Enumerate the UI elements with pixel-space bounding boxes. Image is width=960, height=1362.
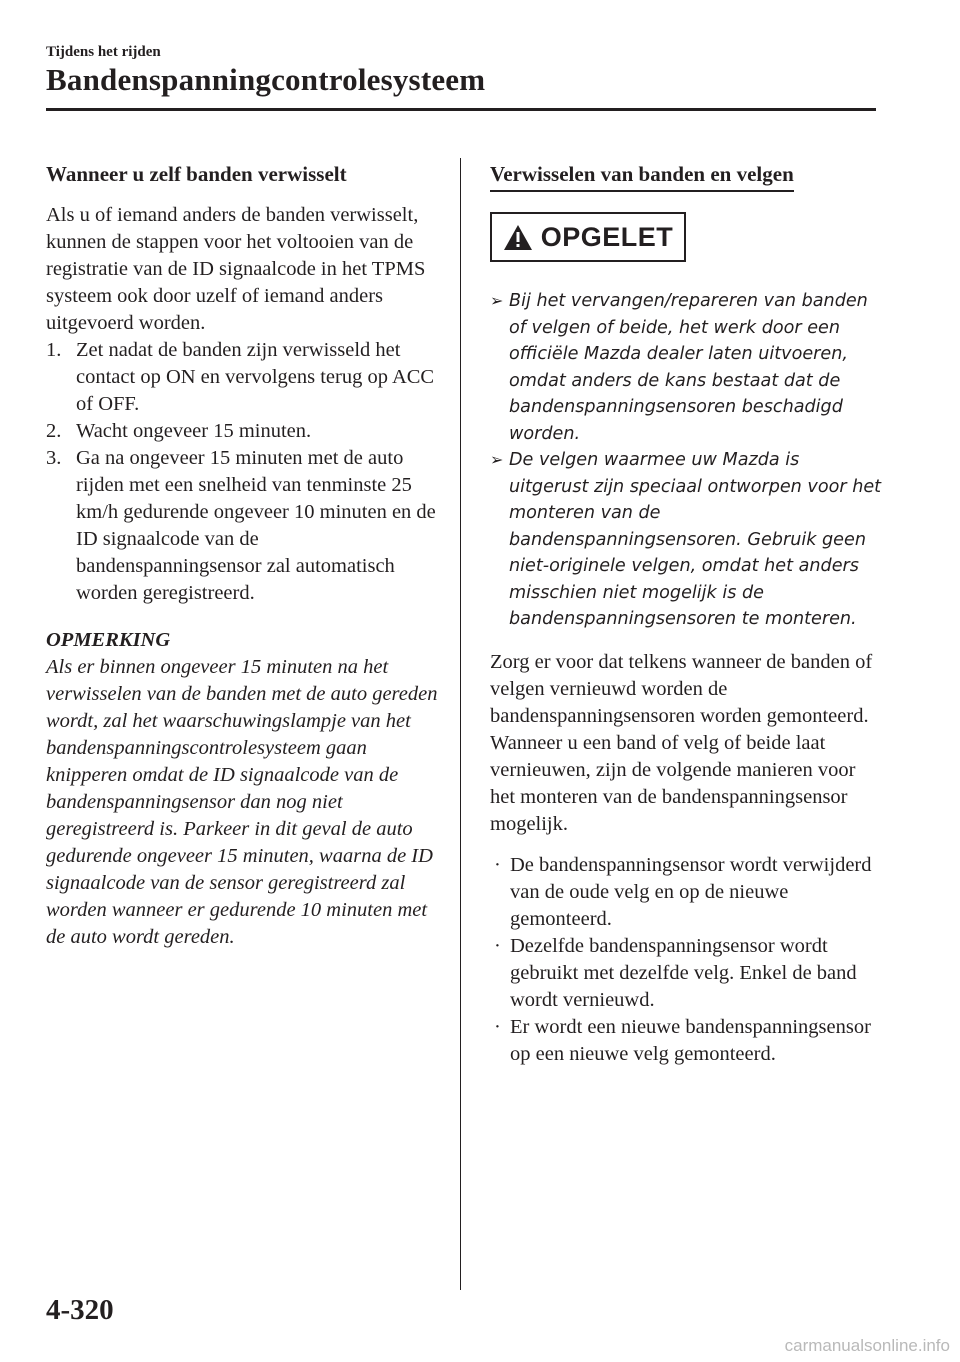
- right-column: [490, 160, 882, 1068]
- chapter-title: Bandenspanningcontrolesysteem: [46, 62, 486, 97]
- caution-item: [490, 447, 882, 633]
- step-item: [46, 337, 444, 418]
- methods-list: [490, 852, 882, 1068]
- sensor-paragraph-line-1: Zorg er voor dat telkens wanneer de banden of velgen vernieuwd worden de bandenspanningsensoren worden gemonteerd.: [490, 650, 873, 727]
- caution-item: [490, 288, 882, 447]
- method-text: Er wordt een nieuwe bandenspanningsensor op een nieuwe velg gemonteerd.: [510, 1015, 871, 1065]
- steps-list: [46, 337, 444, 607]
- step-item: [46, 445, 444, 607]
- caution-box: [490, 212, 686, 262]
- method-item: [490, 1014, 882, 1068]
- method-text: De bandenspanningsensor wordt verwijderd van de oude velg en op de nieuwe gemonteerd.: [510, 853, 872, 930]
- page-number: 4-320: [46, 1294, 114, 1326]
- method-item: [490, 852, 882, 933]
- method-item: [490, 933, 882, 1014]
- left-column: [46, 160, 444, 951]
- step-number: 3.: [46, 447, 62, 469]
- dot-bullet-icon: ·: [494, 853, 501, 876]
- arrowhead-bullet-icon: ➢: [490, 291, 504, 310]
- sensor-paragraph-line-2: Wanneer u een band of velg of beide laat vernieuwen, zijn de volgende manieren voor het monteren van de bandenspanningsensor mogelijk.: [490, 731, 856, 835]
- caution-text: De velgen waarmee uw Mazda is uitgerust zijn speciaal ontworpen voor het monteren van de bandenspanningsensoren. Gebruik geen niet-originele velgen, omdat het anders misschien niet mogelijk is de bandenspanningsensoren te monteren.: [509, 450, 882, 629]
- step-text: Wacht ongeveer 15 minuten.: [76, 420, 312, 442]
- step-number: 2.: [46, 420, 62, 442]
- caution-label: OPGELET: [540, 221, 674, 252]
- intro-paragraph: Als u of iemand anders de banden verwisselt, kunnen de stappen voor het voltooien van de registratie van de ID signaalcode in het TPMS systeem ook door uzelf of iemand anders uitgevoerd worden.: [46, 204, 426, 334]
- caution-text: Bij het vervangen/repareren van banden of velgen of beide, het werk door een officiële Mazda dealer laten uitvoeren, omdat anders de kans bestaat dat de bandenspanningsensoren beschadigd worden.: [509, 291, 868, 444]
- step-text: Ga na ongeveer 15 minuten met de auto rijden met een snelheid van tenminste 25 km/h gedurende ongeveer 10 minuten en de ID signaalcode van de bandenspanningsensor zal automatisch worden geregistreerd.: [76, 447, 436, 604]
- step-item: [46, 418, 444, 445]
- right-heading: Verwisselen van banden en velgen: [490, 160, 794, 192]
- left-heading: Wanneer u zelf banden verwisselt: [46, 162, 347, 186]
- note-title: OPMERKING: [46, 629, 171, 651]
- dot-bullet-icon: ·: [494, 1015, 501, 1038]
- note-text: Als er binnen ongeveer 15 minuten na het verwisselen van de banden met de auto gereden wordt, zal het waarschuwingslampje van het bandenspanningscontrolesysteem gaan knipperen omdat de ID signaalcode van de bandenspanningsensor dan nog niet geregistreerd is. Parkeer in dit geval de auto gedurende ongeveer 15 minuten, waarna de ID signaalcode van de sensor geregistreerd zal worden wanneer er gedurende 10 minuten met de auto wordt gereden.: [46, 656, 438, 948]
- section-label: Tijdens het rijden: [46, 44, 161, 60]
- warning-triangle-icon: [503, 224, 533, 251]
- sensor-paragraph: [490, 649, 882, 838]
- caution-list: [490, 288, 882, 633]
- step-number: 1.: [46, 339, 62, 361]
- arrowhead-bullet-icon: ➢: [490, 450, 504, 469]
- step-text: Zet nadat de banden zijn verwisseld het contact op ON en vervolgens terug op ACC of OFF.: [76, 339, 435, 415]
- method-text: Dezelfde bandenspanningsensor wordt gebruikt met dezelfde velg. Enkel de band wordt vernieuwd.: [510, 934, 857, 1011]
- watermark: carmanualsonline.info: [784, 1336, 950, 1355]
- header-rule: [46, 108, 876, 111]
- column-divider: [460, 158, 461, 1290]
- dot-bullet-icon: ·: [494, 934, 501, 957]
